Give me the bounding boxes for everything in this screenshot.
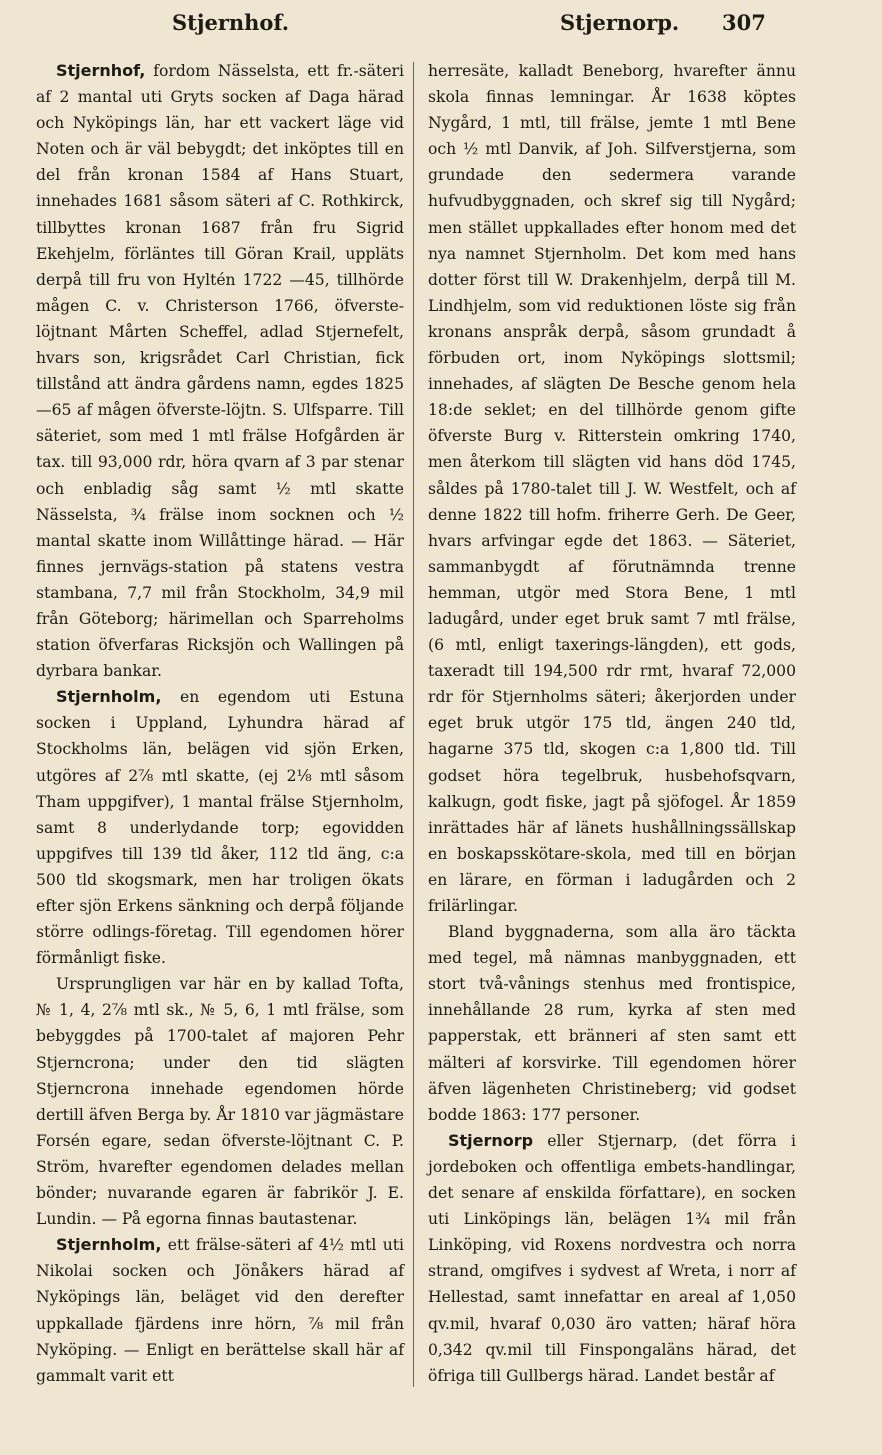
entry-headword: Stjernorp	[448, 1130, 534, 1150]
entry-headword: Stjernholm,	[56, 1235, 162, 1255]
left-running-head: Stjernhof.	[172, 10, 290, 35]
entry-headword: Stjernholm,	[56, 687, 162, 707]
running-header	[0, 10, 882, 42]
entry-paragraph	[36, 684, 404, 971]
page-number: 307	[722, 10, 766, 35]
entry-headword: Stjernhof,	[56, 61, 146, 80]
entry-text: herresäte, kalladt Beneborg, hvarefter ännu skola finnas lemningar. År 1638 köptes Nygård, 1 mtl, till frälse, jemte 1 mtl Bene och ½ mtl Danvik, af Joh. Silfverstjerna, som grundade den sedermera varande hufvudbyggnaden, och skref sig till Nygård; men stället uppkallades efter honom med det nya namnet Stjernholm. Det kom med hans dotter först till W. Drakenhjelm, derpå till M. Lindhjelm, som vid reduktionen löste sig från kronans anspråk derpå, såsom grundadt å förbuden ort, inom Nyköpings slottsmil; innehades, af slägten De Besche genom hela 18:de seklet; en del tillhörde genom gifte öfverste Burg v. Ritterstein omkring 1740, men återkom till slägten vid hans död 1745, såldes på 1780-talet till J. W. Westfelt, och af denne 1822 till hofm. friherre Gerh. De Geer, hvars arfvingar egde det 1863. — Säteriet, sammanbygdt af förutnämnda trenne hemman, utgör med Stora Bene, 1 mtl ladugård, under eget bruk samt 7 mtl frälse, (6 mtl, enligt taxerings-längden), ett gods, taxeradt till 194,500 rdr rmt, hvaraf 72,000 rdr för Stjernholms säteri; åkerjorden under eget bruk utgör 175 tld, ängen 240 tld, hagarne 375 tld, skogen c:a 1,800 tld. Till godset höra tegelbruk, husbehofsqvarn, kalkugn, godt fiske, jagt på sjöfogel. År 1859 inrättades här af länets hushållningssällskap en boskapsskötare-skola, med till en början en lärare, en förman i ladugården och 2 frilärlingar.	[428, 62, 796, 915]
entry-text: Ursprungligen var här en by kallad Tofta, № 1, 4, 2⅞ mtl sk., № 5, 6, 1 mtl frälse, som bebyggdes på 1700-talet af majoren Pehr Stjerncrona; under den tid slägten Stjerncrona innehade egendomen hörde dertill äfven Berga by. År 1810 var jägmästare Forsén egare, sedan öfverste-löjtnant C. P. Ström, hvarefter egendomen delades mellan bönder; nuvarande egaren är fabrikör J. E. Lundin. — På egorna finnas bautastenar.	[36, 975, 404, 1229]
entry-text: ett frälse-säteri af 4½ mtl uti Nikolai socken och Jönåkers härad af Nyköpings län, beläget vid den derefter uppkallade fjärdens inre hörn, ⅞ mil från Nyköping. — Enligt en berättelse skall här af gammalt varit ett	[36, 1236, 404, 1385]
entry-paragraph	[428, 58, 796, 919]
entry-text: Bland byggnaderna, som alla äro täckta med tegel, må nämnas manbyggnaden, ett stort två-vånings stenhus med frontispice, innehållande 28 rum, kyrka af sten med papperstak, ett bränneri af sten samt ett mälteri af korsvirke. Till egendomen hörer äfven lägenheten Christineberg; vid godset bodde 1863: 177 personer.	[428, 923, 796, 1124]
left-column	[36, 58, 404, 1389]
column-divider	[413, 62, 414, 1387]
entry-text: en egendom uti Estuna socken i Uppland, Lyhundra härad af Stockholms län, belägen vid sjön Erken, utgöres af 2⅞ mtl skatte, (ej 2⅛ mtl såsom Tham uppgifver), 1 mantal frälse Stjernholm, samt 8 underlydande torp; egovidden uppgifves till 139 tld åker, 112 tld äng, c:a 500 tld skogsmark, men har troligen ökats efter sjön Erkens sänkning och derpå följande större odlings-företag. Till egendomen hörer förmånligt fiske.	[36, 688, 404, 968]
entry-paragraph	[428, 1128, 796, 1389]
entry-paragraph	[428, 919, 796, 1128]
entry-paragraph	[36, 58, 404, 684]
entry-text: fordom Nässelsta, ett fr.-säteri af 2 mantal uti Gryts socken af Daga härad och Nyköpings län, har ett vackert läge vid Noten och är väl bebygdt; det inköptes till en del från kronan 1584 af Hans Stuart, innehades 1681 såsom säteri af C. Rothkirck, tillbyttes kronan 1687 från fru Sigrid Ekehjelm, förläntes till Göran Krail, uppläts derpå till fru von Hyltén 1722 —45, tillhörde mågen C. v. Christerson 1766, öfverste-löjtnant Mårten Scheffel, adlad Stjernefelt, hvars son, krigsrådet Carl Christian, fick tillstånd att ändra gårdens namn, egdes 1825—65 af mågen öfverste-löjtn. S. Ulfsparre. Till säteriet, som med 1 mtl frälse Hofgården är tax. till 93,000 rdr, höra qvarn af 3 par stenar och enbladig såg samt ½ mtl skatte Nässelsta, ¾ frälse inom socknen och ½ mantal skatte inom Willåttinge härad. — Här finnes jernvägs-station på statens vestra stambana, 7,7 mil från Stockholm, 34,9 mil från Göteborg; härimellan och Sparreholms station öfverfaras Ricksjön och Wallingen på dyrbara bankar.	[36, 62, 404, 681]
entry-paragraph	[36, 1232, 404, 1389]
entry-text: eller Stjernarp, (det förra i jordeboken och offentliga embets-handlingar, det senare af enskilda författare), en socken uti Linköpings län, belägen 1¾ mil från Linköping, vid Roxens nordvestra och norra strand, omgifves i sydvest af Wreta, i norr af Hellestad, samt innefattar en areal af 1,050 qv.mil, hvaraf 0,030 äro vatten; häraf höra 0,342 qv.mil till Finspongaläns härad, det öfriga till Gullbergs härad. Landet består af	[428, 1131, 796, 1385]
right-running-head: Stjernorp.	[560, 10, 680, 35]
entry-paragraph	[36, 971, 404, 1232]
right-column	[428, 58, 796, 1389]
